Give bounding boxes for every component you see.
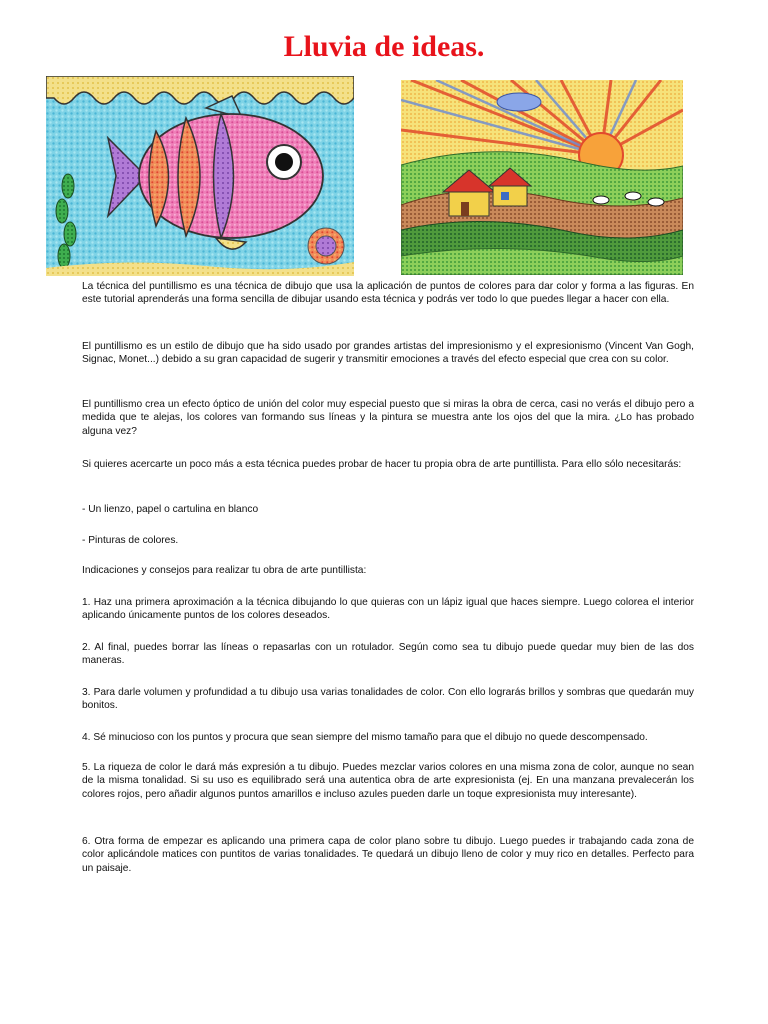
page-title: Lluvia de ideas. — [283, 30, 485, 63]
paragraph-optical-effect: El puntillismo crea un efecto óptico de unión del color muy especial puesto que si miras la obra de cerca, casi no verás el dibujo pero a medida que te alejas, los colores van formando sus líneas y la pintura se muestra ante los ojos del que la mira. ¿Lo has probado alguna vez? — [82, 399, 694, 437]
instruction-step-6: 6. Otra forma de empezar es aplicando una primera capa de color plano sobre tu dibujo. Luego puedes ir trabajando cada zona de color aplicándole matices con puntitos de varias tonalidades. Te quedará un dibujo lleno de color y muy rico en detalles. Perfecto para un paisaje. — [82, 836, 694, 874]
instruction-step-1: 1. Haz una primera aproximación a la técnica dibujando lo que quieras con un lápiz igual que haces siempre. Luego colorea el interior aplicando únicamente puntos de los colores deseados. — [82, 597, 694, 622]
list-item-canvas: - Un lienzo, papel o cartulina en blanco — [82, 504, 259, 515]
instruction-step-4: 4. Sé minucioso con los puntos y procura que sean siempre del mismo tamaño para que el dibujo no quede descompensado. — [82, 732, 648, 743]
instruction-step-2: 2. Al final, puedes borrar las líneas o repasarlas con un rotulador. Según como sea tu dibujo puede quedar muy bien de las dos maneras. — [82, 642, 694, 667]
landscape-pointillism-image — [401, 80, 683, 275]
paragraph-materials-intro: Si quieres acercarte un poco más a esta técnica puedes probar de hacer tu propia obra de arte puntillista. Para ello sólo necesitarás: — [82, 459, 682, 470]
paragraph-intro: La técnica del puntillismo es una técnica de dibujo que usa la aplicación de puntos de colores para dar color y forma a las figuras. En este tutorial aprenderás una forma sencilla de dibujar usando esta técnica y podrás ver todo lo que puedes llegar a hacer con ella. — [82, 281, 694, 306]
list-item-paints: - Pinturas de colores. — [82, 535, 179, 546]
fish-pointillism-image — [46, 76, 354, 276]
instruction-step-3: 3. Para darle volumen y profundidad a tu dibujo usa varias tonalidades de color. Con ello lograrás brillos y sombras que quedarán muy bonitos. — [82, 687, 694, 712]
paragraph-history: El puntillismo es un estilo de dibujo que ha sido usado por grandes artistas del impresionismo y el expresionismo (Vincent Van Gogh, Signac, Monet...) debido a su gran capacidad de sugerir y transmitir emociones a través del efecto especial que crea con su color. — [82, 341, 694, 366]
instructions-heading: Indicaciones y consejos para realizar tu obra de arte puntillista: — [82, 565, 367, 576]
instruction-step-5: 5. La riqueza de color le dará más expresión a tu dibujo. Puedes mezclar varios colores en una misma zona de color, aunque no sean de la misma tonalidad. Si su uso es equilibrado será una autentica obra de arte expresionista (ej. En una manzana prevalecerán los colores rojos, pero añadir algunos puntos amarillos e incluso azules pueden darle un toque expresionista muy interesante). — [82, 762, 694, 800]
